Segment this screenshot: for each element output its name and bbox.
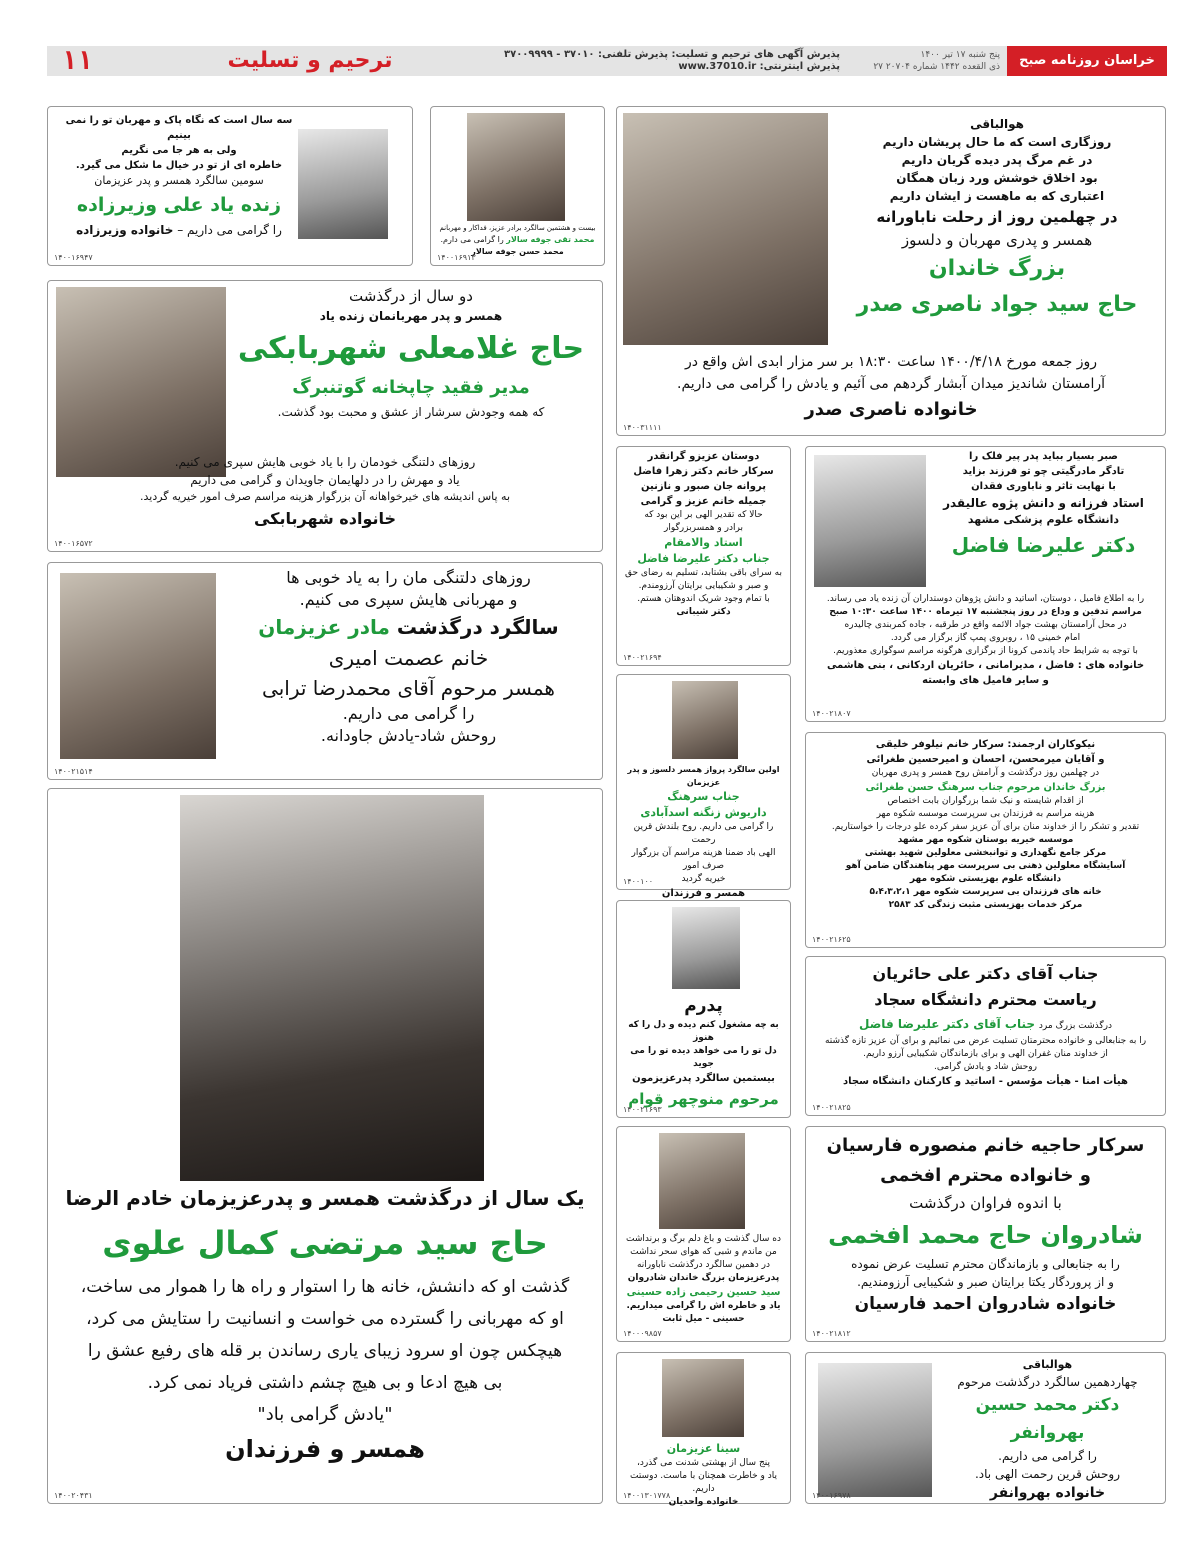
- ad-shahrbabaki: [47, 280, 603, 552]
- portrait-photo: [298, 129, 388, 239]
- ad-line: گذشت او که دانشش، خانه ها را استوار و راه ها را هموار می ساخت،: [80, 1277, 570, 1297]
- ad-line: اعتباری که به ماهست ز ایشان داریم: [889, 189, 1105, 203]
- deceased-name: دکتر علیرضا فاضل: [951, 533, 1136, 557]
- ad-line: سالگرد درگذشت: [396, 615, 559, 639]
- deceased-name: حاج غلامعلی شهربابکی: [237, 331, 585, 366]
- deceased-name: جناب آقای دکتر علیرضا فاضل: [859, 1017, 1036, 1031]
- ad-line: چهاردهمین سالگرد درگذشت مرحوم: [957, 1375, 1138, 1389]
- ad-line: را گرامی می دارم.: [440, 235, 504, 244]
- ad-line: به چه مشغول کنم دیده و دل را که هنوز: [628, 1020, 779, 1043]
- deceased-name: دکتر محمد حسین بهروانفر: [975, 1395, 1120, 1443]
- ads-contact-info: پذیرش آگهی های ترحیم و تسلیت: پذیرش تلفنی: ۳۷۰۱۰ - ۳۷۰۰۹۹۹۹ پذیرش اینترنتی: www.37010.ir: [504, 49, 840, 72]
- ad-code: ۱۴۰۰۰۹۸۵۷: [623, 1329, 662, 1338]
- ad-line: و آقایان میرمحسن، احسان و امیرحسین طغرائی: [866, 754, 1105, 765]
- portrait-photo: [467, 113, 565, 221]
- ad-ghavam: [616, 900, 791, 1118]
- portrait-photo: [180, 795, 484, 1181]
- ad-line: ده سال گذشت و باغ دلم برگ و برنداشت: [626, 1234, 781, 1244]
- ad-line: خیریه گردید: [681, 874, 726, 884]
- ad-line: در چهلمین روز درگذشت و آرامش روح همسر و پدری مهربان: [871, 768, 1100, 778]
- portrait-photo: [672, 907, 740, 989]
- ad-line: و مهربانی هایش سپری می کنیم.: [299, 590, 518, 609]
- ad-line: سرکار حاجیه خانم منصوره فارسیان: [826, 1135, 1145, 1156]
- signature: موسسه خیریه بوستان شکوه مهر مشهد: [897, 835, 1074, 845]
- signature: خانه های فرزندان بی سرپرست شکوه مهر ۵،۴،۳،۲،۱: [869, 887, 1102, 897]
- ad-line: هزینه مراسم به فرزندان بی سرپرست موسسه شکوه مهر: [876, 809, 1095, 819]
- ad-line: همسر مرحوم آقای محمدرضا ترابی: [262, 676, 555, 700]
- ad-line: ولی به هر جا می نگریم: [121, 145, 237, 156]
- ad-line: روحش شاد-یادش جاودانه.: [320, 726, 497, 745]
- ad-line: دانشگاه علوم پزشکی مشهد: [967, 513, 1120, 526]
- ad-line: روزگاری است که ما حال پریشان داریم: [882, 135, 1112, 149]
- deceased-name: جناب دکتر علیرضا فاضل: [637, 552, 770, 565]
- signature: مرکز خدمات بهزیستی مثبت زندگی کد ۲۵۸۳: [888, 900, 1083, 910]
- signature: دکتر شیبانی: [676, 607, 731, 617]
- ad-line: تادگر مادرگیتی چو تو فرزند بزاید: [962, 466, 1125, 477]
- ad-line: پنج سال از بهشتی شدنت می گذرد،: [637, 1458, 770, 1468]
- ad-line: روحش قرین رحمت الهی باد.: [974, 1467, 1120, 1481]
- portrait-photo: [672, 681, 738, 759]
- ad-line: روزهای دلتنگی خودمان را با یاد خوبی هایش سپری می کنیم.: [174, 455, 476, 469]
- deceased-name: داریوش زنگنه اسدآبادی: [640, 806, 767, 819]
- ad-line: الهی باد ضمنا هزینه مراسم آن بزرگوار صرف امور: [631, 848, 776, 871]
- deceased-name: سینا عزیزمان: [666, 1442, 741, 1455]
- ad-toghraei: [805, 732, 1166, 948]
- ad-line: همسر و پدری مهربان و دلسوز: [901, 231, 1093, 249]
- ad-line: "یادش گرامی باد": [257, 1404, 393, 1425]
- ad-line: با توجه به شرایط حاد پاندمی کرونا از برگزاری هرگونه مراسم سوگواری معذوریم.: [833, 646, 1138, 656]
- signature: مرکز جامع نگهداری و توانبخشی معلولین شهید بهشتی: [864, 848, 1107, 858]
- ad-afkhami: [805, 1126, 1166, 1342]
- ad-line: بود اخلاق خوشش ورد زبان همگان: [896, 171, 1098, 185]
- deceased-title: بزرگ خاندان: [928, 256, 1066, 281]
- ad-code: ۱۴۰۰۲۱۵۱۴: [54, 767, 93, 776]
- ad-code: ۱۴۰۰۱۰۰: [623, 877, 654, 886]
- ad-line: تقدیر و تشکر را از خداوند منان برای آن عزیز سفر کرده علو درجات را خواستاریم.: [831, 822, 1140, 832]
- ad-line: جناب آقای دکتر علی حائریان: [872, 964, 1099, 983]
- ad-line: در غم مرگ پدر دیده گریان داریم: [901, 153, 1093, 167]
- ad-line: استاد فرزانه و دانش پژوه عالیقدر: [943, 496, 1144, 510]
- signature: همسر و فرزندان: [225, 1435, 425, 1463]
- signature: خانواده ناصری صدر: [804, 399, 978, 420]
- ad-alireza-fazel: [805, 446, 1166, 722]
- ad-line: سرکار خانم دکتر زهرا فاضل: [633, 466, 774, 477]
- ad-line: در دهمین سالگرد درگذشت ناباورانه: [636, 1260, 771, 1270]
- deceased-name: سید حسین رحیمی زاده حسینی: [626, 1287, 781, 1298]
- ad-line: هوالباقی: [1022, 1358, 1073, 1371]
- ad-code: ۱۴۰۰۲۱۸۲۵: [812, 1103, 851, 1112]
- signature: خانواده شادروان احمد فارسیان: [854, 1294, 1117, 1314]
- ad-line: با تمام وجود شریک اندوهتان هستم.: [637, 594, 770, 604]
- portrait-photo: [623, 113, 828, 345]
- signature: هیأت امنا - هیأت مؤسس - اساتید و کارکنان دانشگاه سجاد: [843, 1076, 1128, 1087]
- ad-line: بیستمین سالگرد پدرعزیزمون: [632, 1073, 775, 1084]
- ad-line: روحش شاد و یادش گرامی.: [934, 1062, 1037, 1072]
- ad-line: در محل آرامستان بهشت جواد الائمه واقع در طرقبه ، جاده کمربندی چالیدره: [844, 620, 1127, 630]
- deceased-name: شادروان حاج محمد افخمی: [828, 1221, 1143, 1249]
- ad-line: روزهای دلتنگی مان را به یاد خوبی ها: [286, 568, 531, 587]
- signature: خانواده وزیرزاده: [76, 223, 174, 237]
- ad-line: دوستان عزیزو گرانقدر: [647, 451, 760, 462]
- ad-code: ۱۴۰۰۲۱۶۹۴: [623, 653, 662, 662]
- deceased-name: زنده یاد علی وزیرزاده: [76, 194, 282, 216]
- deceased-name: مرحوم منوچهر قوام: [628, 1090, 779, 1108]
- ad-jofeh-salar: [430, 106, 605, 266]
- ad-line: و خانواده محترم افخمی: [880, 1165, 1091, 1186]
- newspaper-logo: خراسان روزنامه صبح ایران: [1007, 46, 1167, 76]
- ad-line: از خداوند منان غفران الهی و برای بازماندگان شکیبایی آرزو داریم.: [863, 1049, 1108, 1059]
- ad-code: ۱۴۰۰۳۱۱۱۱: [623, 423, 662, 432]
- ad-line: او که مهربانی را گسترده می خواست و انسانیت را ستایش می کرد،: [86, 1309, 564, 1329]
- ad-line: مدیر فقید چاپخانه گوتنبرگ: [292, 377, 530, 398]
- ad-haerian: [805, 956, 1166, 1116]
- portrait-photo: [818, 1363, 932, 1497]
- signature: خانواده های : فاضل ، مدیرامانی ، حائریان اردکانی ، بنی هاشمی: [826, 660, 1145, 671]
- signature: دانشگاه علوم بهزیستی شکوه مهر: [909, 874, 1062, 884]
- ad-line: را گرامی می داریم: [187, 223, 282, 237]
- ad-code: ۱۴۰۰۲۱۶۲۵: [812, 935, 851, 944]
- ad-line: را به جنابعالی و بازماندگان محترم تسلیت عرض نموده: [851, 1257, 1120, 1271]
- ad-amiri: [47, 562, 603, 780]
- ad-line: هوالباقی: [970, 117, 1024, 131]
- signature: آسایشگاه معلولین ذهنی بی سرپرست مهر پناهندگان ضامن آهو: [845, 861, 1126, 871]
- deceased-name: محمد تقی جوفه سالار: [506, 235, 595, 244]
- deceased-name: خانم عصمت امیری: [328, 646, 489, 670]
- ad-line: که همه وجودش سرشار از عشق و محبت بود گذشت.: [277, 405, 545, 419]
- ad-line: را گرامی می داریم. روح بلندش قرین رحمت: [633, 822, 774, 845]
- portrait-photo: [56, 287, 226, 477]
- ad-line: دل تو را می خواهد دیده تو را می جوید: [630, 1046, 777, 1069]
- page-number: ۱۱: [61, 46, 93, 76]
- ad-line: روز جمعه مورخ ۱۴۰۰/۴/۱۸ ساعت ۱۸:۳۰ بر سر مزار ابدی اش واقع در: [684, 354, 1097, 370]
- ad-line: نیکوکاران ارجمند: سرکار خانم نیلوفر خلیقی: [875, 739, 1096, 750]
- ad-line: پروانه جان صبور و نازنین: [641, 481, 766, 492]
- ad-line: از اقدام شایسته و نیک شما بزرگواران بابت اختصاص: [887, 796, 1084, 806]
- signature: همسر و فرزندان: [661, 888, 746, 899]
- ad-behravanfar: [805, 1352, 1166, 1504]
- deceased-name: بزرگ خاندان مرحوم جناب سرهنگ حسن طغرائی: [865, 782, 1106, 793]
- ad-line: را به جنابعالی و خانواده محترمتان تسلیت عرض می نمائیم و برای آن عزیز تازه گذشته: [824, 1036, 1147, 1046]
- ad-line: یک سال از درگذشت همسر و پدرعزیزمان خادم الرضا: [65, 1186, 585, 1210]
- ad-vahedian: [616, 1352, 791, 1507]
- ad-line: دو سال از درگذشت: [349, 287, 473, 305]
- ad-code: ۱۴۰۰۱۶۹۷۸: [812, 1491, 851, 1500]
- ad-line: من ماندم و شبی که هوای سحر نداشت: [630, 1247, 777, 1257]
- ad-line: به سرای باقی بشتابد، تسلیم به رضای حق: [625, 568, 782, 578]
- ad-line: با اندوه فراوان درگذشت: [909, 1194, 1062, 1212]
- issue-date: پنج شنبه ۱۷ تیر ۱۴۰۰ ۲۷ ذی القعده ۱۴۴۲ شماره ۲۰۷۰۴: [873, 50, 1000, 72]
- ad-line: یاد و مهرش را در دلهایمان جاویدان و گرامی می داریم: [190, 473, 460, 487]
- ad-line: مراسم تدفین و وداع در روز پنجشنبه ۱۷ تیرماه ۱۴۰۰ ساعت ۱۰:۳۰ صبح: [829, 607, 1142, 617]
- ad-line: استاد والامقام: [664, 536, 743, 549]
- ad-line: درگذشت بزرگ مرد: [1038, 1021, 1112, 1031]
- ad-line: ریاست محترم دانشگاه سجاد: [874, 990, 1097, 1009]
- deceased-name: حاج سید جواد ناصری صدر: [856, 292, 1138, 317]
- ad-line: یاد و خاطره اش را گرامی میداریم.: [626, 1301, 781, 1311]
- ad-code: ۱۴۰۰۲۱۸۱۲: [812, 1329, 851, 1338]
- ad-kamal-alavi: [47, 788, 603, 1504]
- ad-line: همسر و پدر مهربانمان زنده یاد: [319, 309, 503, 323]
- ad-line: برادر و همسربزرگوار: [664, 523, 743, 533]
- ad-line: را گرامی می داریم.: [342, 704, 475, 723]
- signature: خانواده شهربابکی: [253, 509, 397, 528]
- ad-code: ۱۴۰۰۱۶۹۱۳: [437, 253, 476, 262]
- ad-line: در چهلمین روز از رحلت ناباورانه: [876, 208, 1118, 226]
- ad-code: ۱۴۰۰۱۶۵۷۲: [54, 539, 93, 548]
- ad-line: اولین سالگرد پرواز همسر دلسوز و پدر عزیزمان: [627, 765, 780, 787]
- ad-vazirzadeh: سه سال است که نگاه پاک و مهربان تو را نمی بینیم ولی به هر جا می نگریم خاطره ای از تو در خیال ما شکل می گیرد. سومین سالگرد همسر و پدر عزیزمان زنده یاد علی وزیرزاده را گرامی می داریم – خانواده وزیرزاده ۱۴۰۰۱۶۹۴۷: [47, 106, 413, 266]
- ad-fazel-friends: [616, 446, 791, 666]
- ad-line: یاد و خاطرت همچنان با ماست. دوستت داریم.: [630, 1471, 777, 1494]
- ad-line: حالا که تقدیر الهی بر این بود که: [644, 510, 763, 520]
- ad-line: هیچکس چون او سرود زیبای یاری رساندن بر قله های رفیع عشق را: [87, 1341, 563, 1361]
- ad-line: به پاس اندیشه های خیرخواهانه آن بزرگوار هزینه مراسم صرف امور خیریه گردید.: [139, 490, 511, 503]
- ad-code: ۱۴۰۰۲۱۸۰۷: [812, 709, 851, 718]
- ad-line: خاطره ای از تو در خیال ما شکل می گیرد.: [75, 160, 283, 171]
- ad-line: و صبر و شکیبایی برایتان آرزومندم.: [638, 581, 769, 591]
- ad-line: سومین سالگرد همسر و پدر عزیزمان: [94, 174, 264, 187]
- signature: خانواده واحدیان: [668, 1497, 739, 1507]
- ad-line: پدرعزیزمان بزرگ خاندان شادروان: [627, 1273, 780, 1283]
- ad-line: مادر عزیزمان: [258, 615, 390, 639]
- ad-line: با نهایت تاثر و ناباوری فقدان: [971, 481, 1116, 492]
- ad-line: جناب سرهنگ: [667, 790, 740, 803]
- ad-line: صبر بسیار بباید پدر پیر فلک را: [969, 451, 1118, 462]
- ad-line: جمیله خانم عزیز و گرامی: [640, 496, 767, 507]
- ad-line: را گرامی می داریم.: [998, 1449, 1097, 1463]
- ad-line: و از پروردگار یکتا برایتان صبر و شکیبایی آرزومندیم.: [857, 1275, 1114, 1289]
- ad-line: آرامستان شاندیز میدان آبشار گردهم می آئیم و یادش را گرامی می داریم.: [677, 376, 1105, 392]
- ad-code: ۱۴۰۰۲۱۶۹۳: [623, 1105, 662, 1114]
- ad-naseri-sadr: [616, 106, 1166, 436]
- signature: حسینی - میل ثابت: [662, 1314, 745, 1324]
- signature: محمد حسن جوفه سالار: [471, 247, 564, 256]
- deceased-name: حاج سید مرتضی کمال علوی: [102, 1224, 548, 1262]
- signature: خانواده بهروانفر: [989, 1485, 1106, 1501]
- ad-code: ۱۴۰۰۱۳۰۱۷۷۸: [623, 1491, 671, 1500]
- ad-rahimizadeh-hosseini: [616, 1126, 791, 1342]
- ad-code: ۱۴۰۰۱۶۹۴۷: [54, 253, 93, 262]
- ad-line: سه سال است که نگاه پاک و مهربان تو را نمی بینیم: [65, 115, 293, 141]
- ad-line: پدرم: [684, 996, 723, 1016]
- portrait-photo: [662, 1359, 744, 1437]
- ad-line: را به اطلاع فامیل ، دوستان، اساتید و دانش پژوهان دوستداران آن زنده یاد می رساند.: [826, 594, 1145, 604]
- ad-line: بیست و هشتمین سالگرد برادر عزیز، فداکار و مهربانم: [439, 224, 596, 232]
- ad-line: امام خمینی ۱۵ ، روبروی پمپ گاز برگزار می گردد.: [890, 633, 1081, 643]
- signature: و سایر فامیل های وابسته: [922, 675, 1049, 686]
- ad-line: بی هیچ ادعا و بی هیچ چشم داشتی فریاد نمی کرد.: [147, 1373, 503, 1393]
- portrait-photo: [60, 573, 216, 759]
- portrait-photo: [814, 455, 926, 587]
- ad-code: ۱۴۰۰۲۰۴۳۱: [54, 1491, 93, 1500]
- section-title: ترحیم و تسلیت: [227, 48, 393, 73]
- ad-asadabadi: [616, 674, 791, 899]
- portrait-photo: [659, 1133, 745, 1229]
